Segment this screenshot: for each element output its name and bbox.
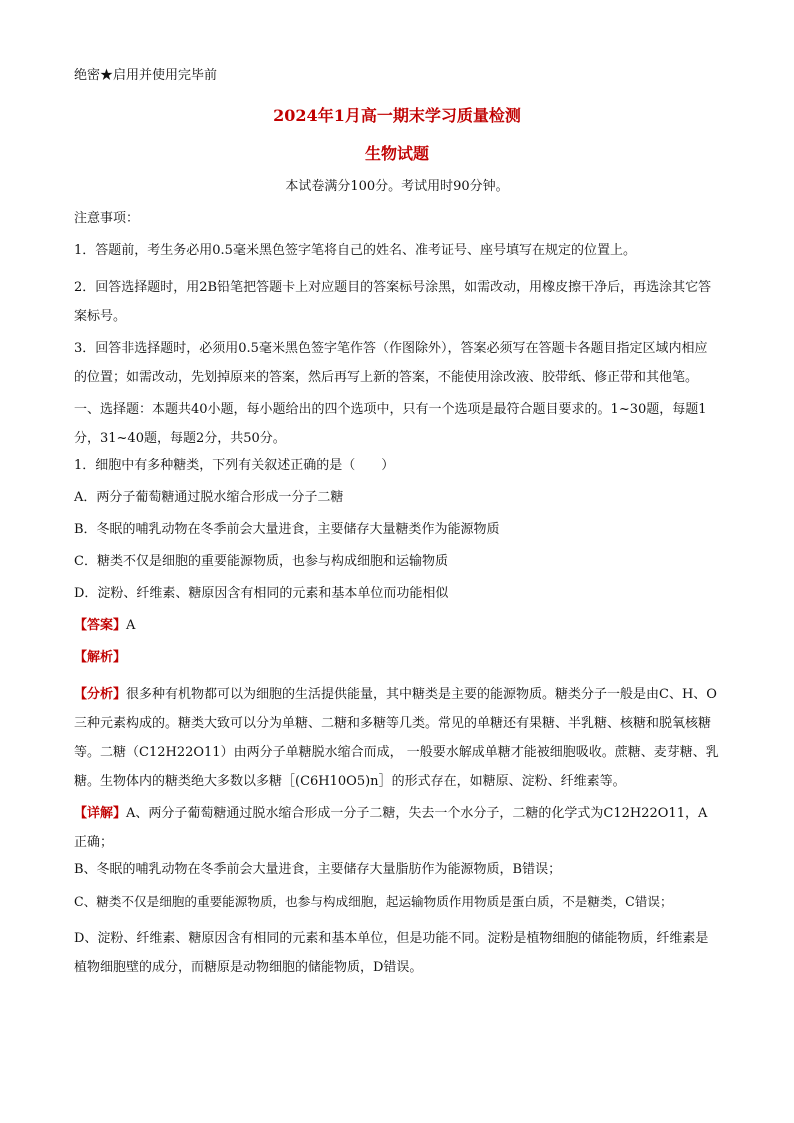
disaccharide-formula: C12H22O11 <box>139 745 221 760</box>
option-c: C．糖类不仅是细胞的重要能源物质，也参与构成细胞和运输物质 <box>74 554 448 569</box>
xiangjie-formula: C12H22O11 <box>603 806 685 821</box>
xiangjie-text-b: ，A正确； <box>74 806 708 850</box>
answer-value: A <box>126 618 136 633</box>
answer-line <box>74 616 720 635</box>
detail-d: D、淀粉、纤维素、糖原因含有相同的元素和基本单位，但是功能不同。淀粉是植物细胞的储能物质，纤维素是植物细胞壁的成分，而糖原是动物细胞的储能物质，D错误。 <box>74 931 709 975</box>
note-item-3: 3．回答非选择题时，必须用0.5毫米黑色签字笔作答（作图除外），答案必须写在答题卡各题目指定区域内相应的位置；如需改动，先划掉原来的答案，然后再写上新的答案，不能使用涂改液、胶带纸、修正带和其他笔。 <box>74 341 708 385</box>
fenxi-paragraph <box>74 680 720 796</box>
polysaccharide-formula: (C6H10O5)n <box>295 774 379 789</box>
exam-subtitle: 生物试题 <box>364 144 429 163</box>
secret-label: 绝密★启用并使用完毕前 <box>74 68 218 83</box>
analysis-tag: 【解析】 <box>74 650 127 665</box>
fenxi-text-c: ］的形式存在，如糖原、淀粉、纤维素等。 <box>378 774 626 789</box>
fenxi-tag: 【分析】 <box>74 687 127 702</box>
exam-meta: 本试卷满分100分。考试用时90分钟。 <box>285 179 509 194</box>
fenxi-text-b: ）由两分子单糖脱水缩合而成， 一般要水解成单糖才能被细胞吸收。蔗糖、麦芽糖、乳糖。生物体内的糖类绝大多数以多糖［ <box>74 745 719 789</box>
option-b: B．冬眠的哺乳动物在冬季前会大量进食，主要储存大量糖类作为能源物质 <box>74 522 500 537</box>
xiangjie-tag: 【详解】 <box>74 806 127 821</box>
xiangjie-text-a: A、两分子葡萄糖通过脱水缩合形成一分子二糖，失去一个水分子，二糖的化学式为 <box>126 806 604 821</box>
note-item-2: 2．回答选择题时，用2B铅笔把答题卡上对应题目的答案标号涂黑，如需改动，用橡皮擦干净后，再选涂其它答案标号。 <box>74 280 712 324</box>
notes-heading: 注意事项： <box>74 211 140 226</box>
answer-tag: 【答案】 <box>74 618 127 633</box>
fenxi-text-a: 很多种有机物都可以为细胞的生活提供能量，其中糖类是主要的能源物质。糖类分子一般是由C、H、O三种元素构成的。糖类大致可以分为单糖、二糖和多糖等几类。常见的单糖还有果糖、半乳糖、核糖和脱氧核糖等。二糖（ <box>74 687 717 760</box>
xiangjie-paragraph <box>74 799 720 857</box>
option-a: A．两分子葡萄糖通过脱水缩合形成一分子二糖 <box>74 490 344 505</box>
question-stem: 1．细胞中有多种糖类，下列有关叙述正确的是（ ） <box>74 458 395 473</box>
exam-title: 2024年1月高一期末学习质量检测 <box>273 106 521 125</box>
detail-b: B、冬眠的哺乳动物在冬季前会大量进食，主要储存大量脂肪作为能源物质，B错误； <box>74 862 562 877</box>
option-d: D．淀粉、纤维素、糖原因含有相同的元素和基本单位而功能相似 <box>74 586 449 601</box>
analysis-line <box>74 648 720 667</box>
note-item-1: 1．答题前，考生务必用0.5毫米黑色签字笔将自己的姓名、准考证号、座号填写在规定的位置上。 <box>74 243 636 258</box>
section-heading: 一、选择题：本题共40小题，每小题给出的四个选项中，只有一个选项是最符合题目要求的。1~30题，每题1分，31~40题，每题2分，共50分。 <box>74 402 707 446</box>
detail-c: C、糖类不仅是细胞的重要能源物质，也参与构成细胞，起运输物质作用物质是蛋白质，不是糖类，C错误； <box>74 894 673 909</box>
